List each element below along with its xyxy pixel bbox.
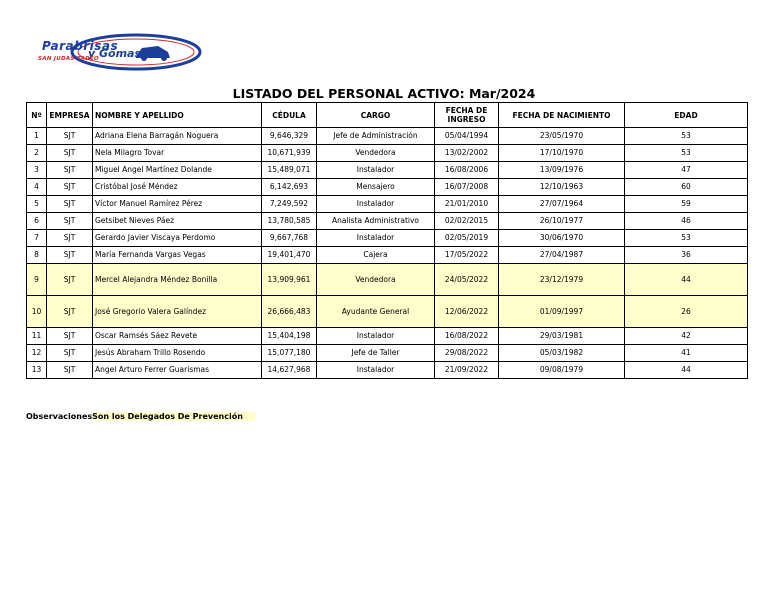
row-edad: 26 [625,296,748,328]
observaciones-value: Son los Delegados De Prevención [92,412,255,421]
row-nombre: Adriana Elena Barragán Noguera [93,128,262,145]
row-cargo: Instalador [317,196,435,213]
row-empresa: SJT [47,345,93,362]
row-fecha-ingreso: 13/02/2002 [435,145,499,162]
row-number: 3 [27,162,47,179]
row-cargo: Ayudante General [317,296,435,328]
row-edad: 36 [625,247,748,264]
row-fecha-ingreso: 24/05/2022 [435,264,499,296]
row-number: 13 [27,362,47,379]
row-empresa: SJT [47,213,93,230]
row-nombre: Víctor Manuel Ramírez Pérez [93,196,262,213]
row-cedula: 13,780,585 [262,213,317,230]
row-empresa: SJT [47,145,93,162]
table-header-row [27,103,748,128]
logo-text-san-judas: SAN JUDAS TADEO [38,56,100,62]
row-nombre: Cristóbal José Méndez [93,179,262,196]
row-fecha-ingreso: 02/02/2015 [435,213,499,230]
header-num: Nº [27,103,47,128]
header-fecha-ingreso-line2: INGRESO [447,115,486,124]
row-edad: 44 [625,362,748,379]
table-row [27,145,748,162]
row-fecha-ingreso: 16/08/2006 [435,162,499,179]
row-cedula: 6,142,693 [262,179,317,196]
row-cedula: 14,627,968 [262,362,317,379]
personnel-table [26,102,748,379]
row-fecha-ingreso: 16/08/2022 [435,328,499,345]
row-nombre: Mercel Alejandra Méndez Bonilla [93,264,262,296]
row-edad: 41 [625,345,748,362]
row-nombre: Angel Arturo Ferrer Guarismas [93,362,262,379]
row-cedula: 13,909,961 [262,264,317,296]
row-fecha-ingreso: 02/05/2019 [435,230,499,247]
row-edad: 60 [625,179,748,196]
table-row [27,362,748,379]
row-fecha-nacimiento: 23/05/1970 [499,128,625,145]
row-edad: 53 [625,145,748,162]
row-nombre: Jesús Abraham Trillo Rosendo [93,345,262,362]
row-cedula: 26,666,483 [262,296,317,328]
row-fecha-ingreso: 16/07/2008 [435,179,499,196]
row-fecha-ingreso: 17/05/2022 [435,247,499,264]
row-cedula: 9,646,329 [262,128,317,145]
header-nacimiento: FECHA DE NACIMIENTO [499,103,625,128]
row-empresa: SJT [47,230,93,247]
header-cedula: CÉDULA [262,103,317,128]
observaciones-label: Observaciones [26,412,93,421]
table-row [27,328,748,345]
header-fecha-ingreso-line1: FECHA DE [445,106,488,115]
header-nombre: NOMBRE Y APELLIDO [93,103,262,128]
row-empresa: SJT [47,196,93,213]
row-edad: 53 [625,128,748,145]
row-empresa: SJT [47,362,93,379]
row-cedula: 7,249,592 [262,196,317,213]
row-empresa: SJT [47,264,93,296]
row-empresa: SJT [47,162,93,179]
row-cedula: 10,671,939 [262,145,317,162]
page-title: LISTADO DEL PERSONAL ACTIVO: Mar/2024 [232,86,536,101]
row-fecha-ingreso: 12/06/2022 [435,296,499,328]
header-fecha-ingreso [435,103,499,128]
row-edad: 53 [625,230,748,247]
row-nombre: José Gregorio Valera Galíndez [93,296,262,328]
row-number: 5 [27,196,47,213]
row-fecha-ingreso: 21/01/2010 [435,196,499,213]
row-cargo: Vendedora [317,264,435,296]
logo-text-gomas: y Gomas [88,47,142,60]
row-fecha-nacimiento: 30/06/1970 [499,230,625,247]
row-cargo: Analista Administrativo [317,213,435,230]
row-empresa: SJT [47,328,93,345]
table-body [27,128,748,379]
table-row [27,264,748,296]
row-cargo: Instalador [317,328,435,345]
row-fecha-nacimiento: 12/10/1963 [499,179,625,196]
row-cargo: Mensajero [317,179,435,196]
row-number: 1 [27,128,47,145]
row-fecha-nacimiento: 01/09/1997 [499,296,625,328]
row-cargo: Jefe de Taller [317,345,435,362]
row-number: 9 [27,264,47,296]
row-edad: 44 [625,264,748,296]
row-nombre: Getsibet Nieves Páez [93,213,262,230]
row-fecha-nacimiento: 27/07/1964 [499,196,625,213]
row-cargo: Instalador [317,162,435,179]
row-fecha-nacimiento: 13/09/1976 [499,162,625,179]
row-edad: 42 [625,328,748,345]
row-nombre: Oscar Ramsés Sáez Revete [93,328,262,345]
row-cedula: 15,077,180 [262,345,317,362]
row-fecha-nacimiento: 09/08/1979 [499,362,625,379]
row-fecha-nacimiento: 26/10/1977 [499,213,625,230]
row-nombre: Gerardo Javier Viscaya Perdomo [93,230,262,247]
row-fecha-ingreso: 29/08/2022 [435,345,499,362]
row-cargo: Instalador [317,362,435,379]
row-number: 2 [27,145,47,162]
row-edad: 47 [625,162,748,179]
row-cargo: Instalador [317,230,435,247]
row-cedula: 9,667,768 [262,230,317,247]
table-row [27,247,748,264]
row-fecha-ingreso: 21/09/2022 [435,362,499,379]
row-empresa: SJT [47,296,93,328]
observaciones-line [26,412,255,421]
row-number: 4 [27,179,47,196]
row-cedula: 15,404,198 [262,328,317,345]
row-cargo: Vendedora [317,145,435,162]
row-number: 8 [27,247,47,264]
row-number: 7 [27,230,47,247]
row-nombre: Nela Milagro Tovar [93,145,262,162]
row-fecha-nacimiento: 27/04/1987 [499,247,625,264]
row-number: 10 [27,296,47,328]
row-number: 11 [27,328,47,345]
row-edad: 46 [625,213,748,230]
table-row [27,196,748,213]
logo-text-parabrisas: Parabrisas [42,39,119,53]
row-empresa: SJT [47,128,93,145]
row-number: 12 [27,345,47,362]
row-cedula: 15,489,071 [262,162,317,179]
row-fecha-nacimiento: 29/03/1981 [499,328,625,345]
header-cargo: CARGO [317,103,435,128]
row-edad: 59 [625,196,748,213]
row-fecha-nacimiento: 05/03/1982 [499,345,625,362]
header-empresa: EMPRESA [47,103,93,128]
table-row [27,230,748,247]
row-empresa: SJT [47,247,93,264]
table-row [27,179,748,196]
row-cargo: Cajera [317,247,435,264]
company-logo [36,30,206,80]
table-row [27,345,748,362]
row-nombre: María Fernanda Vargas Vegas [93,247,262,264]
table-row [27,213,748,230]
header-edad: EDAD [625,103,748,128]
row-empresa: SJT [47,179,93,196]
table-row [27,296,748,328]
row-fecha-ingreso: 05/04/1994 [435,128,499,145]
row-nombre: Miguel Angel Martínez Dolande [93,162,262,179]
row-fecha-nacimiento: 17/10/1970 [499,145,625,162]
row-fecha-nacimiento: 23/12/1979 [499,264,625,296]
row-cedula: 19,401,470 [262,247,317,264]
row-cargo: Jefe de Administración [317,128,435,145]
table-row [27,162,748,179]
table-row [27,128,748,145]
row-number: 6 [27,213,47,230]
